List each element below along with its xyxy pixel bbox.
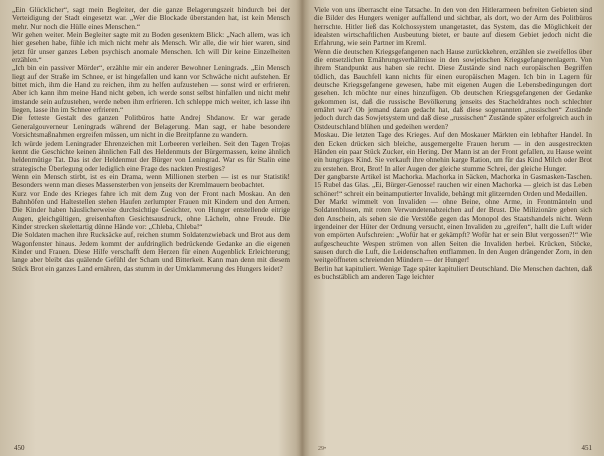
paragraph: Die fetteste Gestalt des ganzen Politbüros hatte Andrej Shdanow. Er war gerade Generalgouverneur Leningrads während der Belagerung. Man sagt, er habe besondere Vorsichtsmaßnahmen ergreifen müssen, um nicht in die Breitpfanne zu wandern. (12, 114, 290, 140)
paragraph: Die Soldaten machen ihre Rucksäcke auf, reichen stumm Soldatenzwieback und Brot aus dem Wagonfenster hinaus. Jedem kommt der aufdringlich bedrückende Gedanke an die eigenen Kinder und Frauen. Diese Hilfe verschafft dem Herzen für einen Augenblick Erleichterung; lange aber bleibt das quälende Gefühl der Scham und Bitterkeit. Kann man denn mit diesem Stück Brot ein ganzes Land ernähren, das stumm in der Umklammerung des Hungers leidet? (12, 231, 290, 273)
signature-mark: 29• (318, 446, 327, 452)
paragraph: Wir gehen weiter. Mein Begleiter sagte mit zu Boden gesenktem Blick: „Nach allem, was ich hier gesehen habe, fühle ich mich nicht mehr als Mensch. Wir alle, die wir hier waren, sind jetzt für unser ganzes Leben psychisch anomale Menschen. Ich will Dir keine Einzelheiten erzählen.“ (12, 31, 290, 65)
paragraph: Der Markt wimmelt von Invaliden — ohne Beine, ohne Arme, in Frontmänteln und Soldatenblusen, mit roten Verwundetenabzeichen auf der Brust. Die Milizionäre geben sich den Anschein, als sehen sie die Verstöße gegen das Monopol des Staatshandels nicht. Wenn irgendeiner der Hüter der Ordnung versucht, einen Invaliden zu „greifen“, hallt die Luft wider von empörten Aufschreien: „Wofür hat er gekämpft? Wofür hat er sein Blut vergossen?!“ Wie aufgescheuchte Wespen strömen von allen Seiten die Invaliden herbei. Krücken, Stöcke, sausen durch die Luft, die Leidenschaften entflammen. In den Augen drängender Zorn, in den weitgeöffneten schreienden Mündern — der Hunger! (314, 197, 592, 265)
paragraph: Moskau. Die letzten Tage des Krieges. Auf den Moskauer Märkten ein lebhafter Handel. In den Ecken drücken sich bleiche, ausgemergelte Frauen herum — in den ausgestreckten Händen ein paar Stück Zucker, ein Hering. Der Mann ist an der Front gefallen, zu Hause weint ein hungriges Kind. Sie verkauft ihre ohnehin karge Ration, um für das Kind Milch oder Brot zu erstehen. Brot, Brot! In aller Augen der gleiche stumme Schrei, der gleiche Hunger. (314, 131, 592, 173)
right-page (314, 6, 592, 436)
page-number-right: 451 (581, 444, 592, 452)
right-page-text (314, 6, 592, 281)
paragraph: „Ein Glücklicher“, sagt mein Begleiter, der die ganze Belagerungszeit hindurch bei der Verteidigung der Stadt eingesetzt war. „Wer die Blockade überstanden hat, ist kein Mensch mehr. Nur noch die Hülle eines Menschen.“ (12, 6, 290, 31)
paragraph: „Ich bin ein passiver Mörder“, erzählte mir ein anderer Bewohner Leningrads. „Ein Mensch liegt auf der Straße im Schnee, er ist hingefallen und kann vor Schwäche nicht aufstehen. Er bittet mich, ihm die Hand zu reichen, ihm zu helfen aufzustehen — sonst wird er erfrieren. Aber ich kann ihm meine Hand nicht geben, ich werde sonst selbst hinfallen und nicht mehr imstande sein aufzustehen, werde neben ihm erfrieren. Ich schleppe mich weiter, ich lasse ihn liegen, lasse ihn im Schnee erfrieren.“ (12, 64, 290, 115)
paragraph: Kurz vor Ende des Krieges fahre ich mit dem Zug von der Front nach Moskau. An den Bahnhöfen und Haltestellen stehen Haufen zerlumpter Frauen mit Kindern und den Armen. Die Kinder haben häuslicherweise durchsichtige Gesichter, von Hunger entstellende eitrige Augen, gleichgültigen, greisenhaften Gesichtsausdruck, ohne Lächeln, ohne Freude. Die Kinder strecken skelettartig dünne Hände vor: „Chleba, Chleba!“ (12, 189, 290, 231)
paragraph: Wenn die deutschen Kriegsgefangenen nach Hause zurückkehren, erzählen sie zweifellos über die entsetzlichen Ernährungsverhältnisse in den sowjetischen Kriegsgefangenenlagern. Von ihrem Standpunkt aus haben sie recht. Diese Zustände sind nach europäischen Begriffen tödlich, das Bauchfell kann nichts für einen europäischen Magen. Ich bin in Lagern für deutsche Kriegsgefangene gewesen, habe mit eigenen Augen die Lebensbedingungen dort gesehen. Ich möchte nur eines hinzufügen. Ob deutschen Kriegsgefangenen der Gedanke gekommen ist, daß die russische Bevölkerung jenseits des Stacheldrahtes noch schlechter ernährt war? Ob jemand daran gedacht hat, daß diese sogenannten „russischen“ Zustände jedoch durch das Sowjetsystem und daß diese „russischen“ Zustände später erfolgreich auch in Ostdeutschland blühen und gedeihen werden? (314, 47, 592, 131)
left-page-text (12, 6, 290, 273)
left-page (12, 6, 290, 436)
paragraph: Wenn ein Mensch stirbt, ist es ein Drama, wenn Millionen sterben — ist es nur Statistik! Besonders wenn man dieses Massensterben von jenseits der Kremlmauern beobachtet. (12, 172, 290, 190)
paragraph: Ich würde jedem Leningrader Ehrenzeichen mit Lorbeeren verleihen. Seit den Tagen Trojas kennt die Geschichte keinen ähnlichen Fall des Heldenmuts der Bürgermassen, keine ähnlich heldenmütige Tat. Das ist der Heldenmut der Bürger von Leningrad. War es für Stalin eine strategische Überlegung oder lediglich eine Frage des nackten Prestiges? (12, 139, 290, 173)
paragraph: Berlin hat kapituliert. Wenige Tage später kapituliert Deutschland. Die Menschen dachten, daß es buchstäblich am anderen Tage leichter (314, 264, 592, 281)
paragraph: Viele von uns überrascht eine Tatsache. In den von den Hitlerarmeen befreiten Gebieten sind die Bilder des Hungers weniger auffallend und sichtbar, als dort, wo der Arm des Politbüros herrschte. Hitler ließ das Kolchossystem unangetastet, das System, das die Möglichkeit der idealsten wirtschaftlichen Ausbeutung bietet, er baute auf diesem Gebiet jedoch nicht die Erfahrung, wie sein Partner im Kreml. (314, 6, 592, 48)
page-number-left: 450 (14, 444, 25, 452)
book-gutter (296, 0, 310, 456)
paragraph: Der gangbarste Artikel ist Machorka. Machorka in Säcken, Machorka in Gasmasken-Taschen. 15 Rubel das Glas. „Ei, Bürger-Genosse! rauchen wir einen Machorka — gleich ist das Leben schöner!“ schreit ein beinamputierter Invalide, behängt mit glitzernden Orden und Medaillen. (314, 172, 592, 198)
